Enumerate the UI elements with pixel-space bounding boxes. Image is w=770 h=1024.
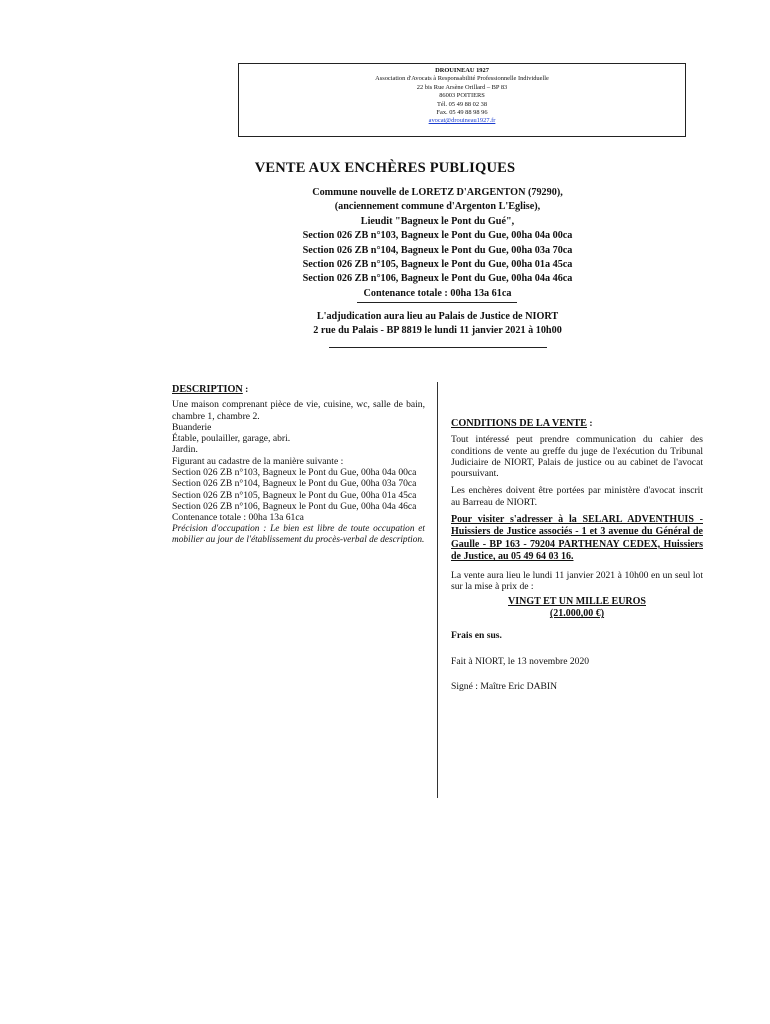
description-heading-line: DESCRIPTION :	[172, 384, 249, 395]
total-area: Contenance totale : 00ha 13a 61ca	[172, 512, 304, 524]
column-divider	[437, 382, 438, 798]
firm-street: 22 bis Rue Arsène Orillard – BP 83	[416, 83, 508, 91]
signature: Signé : Maître Eric DABIN	[451, 680, 558, 692]
occupation-note: Précision d'occupation : Le bien est libre de toute occupation et mobilier au jour de l'établissement du procès-verbal de description.	[172, 523, 425, 545]
parcel-line: Section 026 ZB n°106, Bagneux le Pont du Gue, 00ha 04a 46ca	[172, 500, 417, 512]
price-figures: (21.000,00 €)	[549, 608, 605, 620]
firm-fax: Fax. 05 49 88 98 96	[436, 109, 488, 117]
price-words: VINGT ET UN MILLE EUROS	[508, 596, 646, 608]
firm-phone: Tél. 05 49 88 02 38	[436, 100, 488, 108]
property-line: Section 026 ZB n°103, Bagneux le Pont du Gue, 00ha 04a 00ca	[302, 230, 573, 242]
description-line: Buanderie	[172, 421, 212, 433]
description-column	[172, 384, 425, 546]
description-heading: DESCRIPTION	[172, 384, 243, 395]
property-line: Section 026 ZB n°104, Bagneux le Pont du Gue, 00ha 03a 70ca	[302, 244, 573, 256]
description-line: Une maison comprenant pièce de vie, cuisine, wc, salle de bain, chambre 1, chambre 2.	[172, 399, 425, 422]
letterhead-box	[238, 63, 686, 137]
description-line: Figurant au cadastre de la manière suivante :	[172, 455, 344, 467]
visit-info: Pour visiter s'adresser à la SELARL ADVENTHUIS - Huissiers de Justice associés - 1 et 3 avenue du Général de Gaulle - BP 163 - 79204 PARTHENAY CEDEX, Huissiers de Justice, au 05 49 64 03 16.	[451, 514, 703, 563]
auction-location: L'adjudication aura lieu au Palais de Justice de NIORT	[316, 311, 559, 322]
conditions-paragraph: Tout intéressé peut prendre communication du cahier des conditions de vente au greffe du juge de l'exécution du Tribunal Judiciaire de NIORT, Palais de justice ou au cabinet de l'avocat poursuivant.	[451, 434, 703, 480]
firm-email-link[interactable]: avocat@drouineau1927.fr	[428, 117, 496, 125]
auction-info	[0, 310, 770, 339]
firm-name: DROUINEAU 1927	[435, 67, 489, 74]
fees-note: Frais en sus.	[451, 630, 502, 642]
description-line: Étable, poulailler, garage, abri.	[172, 433, 291, 445]
conditions-column	[451, 418, 703, 706]
document-title: VENTE AUX ENCHÈRES PUBLIQUES	[254, 160, 516, 176]
property-line: Commune nouvelle de LORETZ D'ARGENTON (79290),	[312, 187, 563, 198]
firm-city: 86003 POITIERS	[439, 92, 485, 100]
separator-line	[357, 302, 517, 303]
firm-description: Association d'Avocats à Responsabilité Professionnelle Individuelle	[375, 75, 549, 83]
conditions-paragraph: Les enchères doivent être portées par ministère d'avocat inscrit au Barreau de NIORT.	[451, 485, 703, 508]
property-line: Contenance totale : 00ha 13a 61ca	[363, 287, 512, 299]
done-at: Fait à NIORT, le 13 novembre 2020	[451, 655, 590, 667]
property-line: Lieudit "Bagneux le Pont du Gué",	[360, 215, 515, 227]
auction-date: 2 rue du Palais - BP 8819 le lundi 11 janvier 2021 à 10h00	[313, 325, 562, 337]
sale-date-paragraph: La vente aura lieu le lundi 11 janvier 2021 à 10h00 en un seul lot sur la mise à prix de :	[451, 569, 703, 592]
parcel-line: Section 026 ZB n°103, Bagneux le Pont du Gue, 00ha 04a 00ca	[172, 467, 417, 479]
property-line: (anciennement commune d'Argenton L'Eglise),	[334, 201, 541, 213]
parcel-line: Section 026 ZB n°105, Bagneux le Pont du Gue, 00ha 01a 45ca	[172, 489, 417, 501]
property-header	[0, 186, 770, 301]
property-line: Section 026 ZB n°105, Bagneux le Pont du Gue, 00ha 01a 45ca	[302, 259, 573, 271]
description-line: Jardin.	[172, 444, 198, 456]
conditions-heading: CONDITIONS DE LA VENTE	[451, 418, 587, 429]
conditions-heading-line: CONDITIONS DE LA VENTE :	[451, 418, 593, 429]
reserve-price	[451, 596, 703, 620]
parcel-line: Section 026 ZB n°104, Bagneux le Pont du Gue, 00ha 03a 70ca	[172, 478, 417, 490]
separator-line	[329, 347, 547, 348]
property-line: Section 026 ZB n°106, Bagneux le Pont du Gue, 00ha 04a 46ca	[302, 273, 573, 285]
